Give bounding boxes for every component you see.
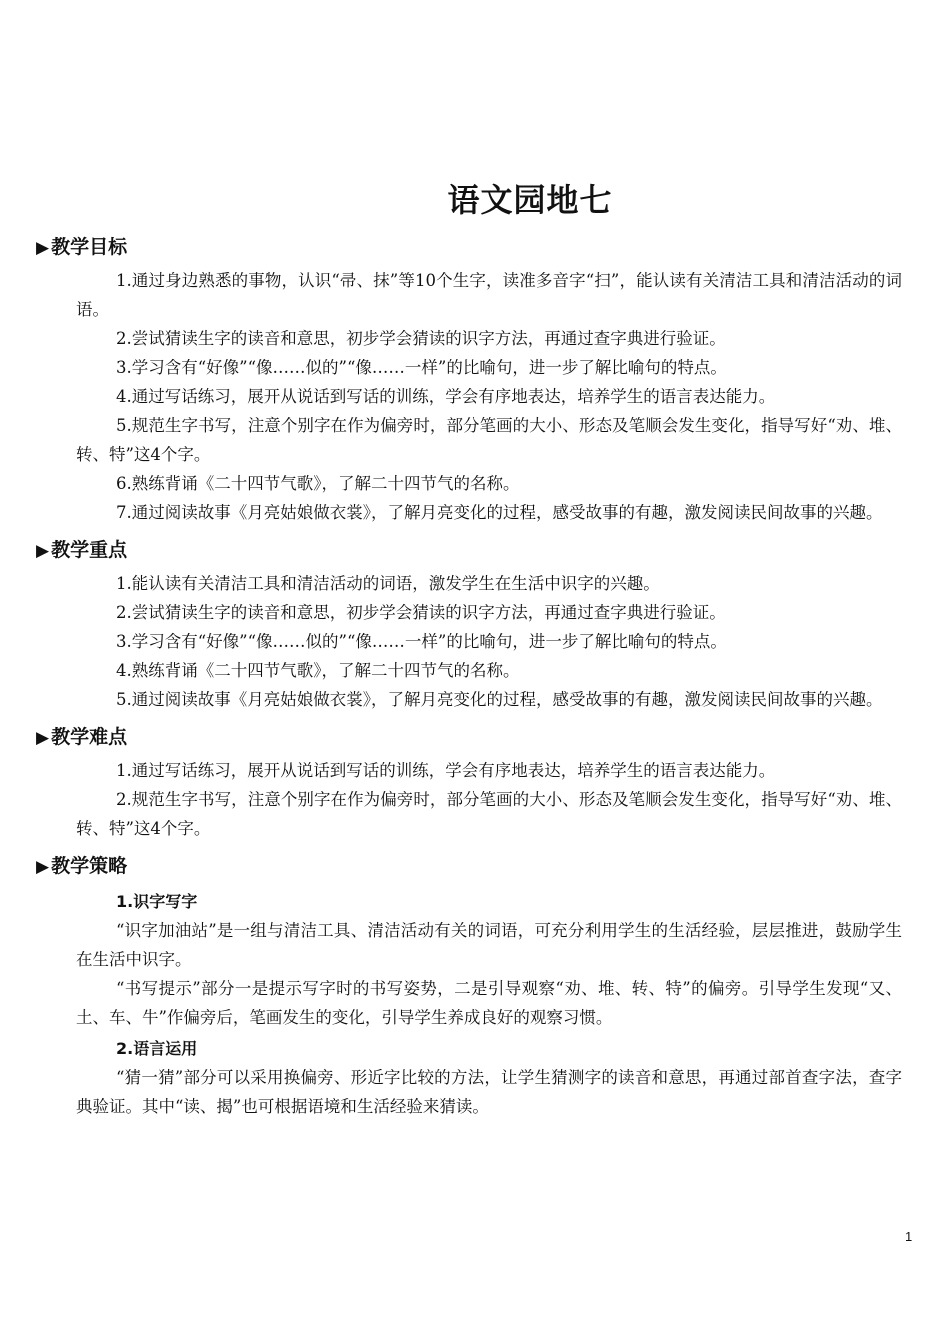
paragraph: 5.通过阅读故事《月亮姑娘做衣裳》，了解月亮变化的过程，感受故事的有趣，激发阅读民间故事的兴趣。 xyxy=(116,690,883,709)
section-heading-teaching-goals xyxy=(0,228,950,266)
paragraph: 3.学习含有“好像”“像……似的”“像……一样”的比喻句，进一步了解比喻句的特点。 xyxy=(116,632,727,651)
page-title: 语文园地七 xyxy=(447,181,613,219)
document-content xyxy=(0,228,950,1125)
section-heading-key-points xyxy=(0,531,950,569)
paragraph: 4.熟练背诵《二十四节气歌》，了解二十四节气的名称。 xyxy=(116,661,520,680)
paragraph: 1.能认读有关清洁工具和清洁活动的词语，激发学生在生活中识字的兴趣。 xyxy=(116,574,660,593)
section-heading-label: 教学策略 xyxy=(51,855,128,877)
paragraph: 2.规范生字书写，注意个别字在作为偏旁时，部分笔画的大小、形态及笔顺会发生变化，指导写好“劝、堆、转、特”这4个字。 xyxy=(76,790,902,838)
triangle-marker-icon: ▶ xyxy=(36,541,50,561)
paragraph: 4.通过写话练习，展开从说话到写话的训练，学会有序地表达，培养学生的语言表达能力。 xyxy=(116,387,776,406)
paragraph: 6.熟练背诵《二十四节气歌》，了解二十四节气的名称。 xyxy=(116,474,520,493)
section-heading-strategies xyxy=(0,847,950,885)
paragraph: 2.尝试猜读生字的读音和意思，初步学会猜读的识字方法，再通过查字典进行验证。 xyxy=(116,603,726,622)
paragraph: 7.通过阅读故事《月亮姑娘做衣裳》，了解月亮变化的过程，感受故事的有趣，激发阅读民间故事的兴趣。 xyxy=(116,503,883,522)
paragraph: 1.通过写话练习，展开从说话到写话的训练，学会有序地表达，培养学生的语言表达能力。 xyxy=(116,761,776,780)
section-difficulties xyxy=(0,756,950,843)
subsection-heading-literacy-writing: 1.识字写字 xyxy=(116,892,198,911)
section-heading-label: 教学目标 xyxy=(51,236,128,258)
page-number: 1 xyxy=(905,1229,913,1244)
section-strategies xyxy=(0,887,950,1121)
paragraph: “猜一猜”部分可以采用换偏旁、形近字比较的方法，让学生猜测字的读音和意思，再通过部首查字法，查字典验证。其中“读、揭”也可根据语境和生活经验来猜读。 xyxy=(76,1068,902,1116)
paragraph: 5.规范生字书写，注意个别字在作为偏旁时，部分笔画的大小、形态及笔顺会发生变化，指导写好“劝、堆、转、特”这4个字。 xyxy=(76,416,902,464)
section-heading-label: 教学重点 xyxy=(51,539,128,561)
paragraph: “书写提示”部分一是提示写字时的书写姿势，二是引导观察“劝、堆、转、特”的偏旁。引导学生发现“又、土、车、牛”作偏旁后，笔画发生的变化，引导学生养成良好的观察习惯。 xyxy=(76,979,902,1027)
section-key-points xyxy=(0,569,950,714)
subsection-heading-language-use: 2.语言运用 xyxy=(116,1039,198,1058)
section-teaching-goals xyxy=(0,266,950,527)
paragraph: 2.尝试猜读生字的读音和意思，初步学会猜读的识字方法，再通过查字典进行验证。 xyxy=(116,329,726,348)
triangle-marker-icon: ▶ xyxy=(36,238,50,258)
triangle-marker-icon: ▶ xyxy=(36,857,50,877)
paragraph: 1.通过身边熟悉的事物，认识“帚、抹”等10个生字，读准多音字“扫”，能认读有关清洁工具和清洁活动的词语。 xyxy=(76,271,902,319)
paragraph: 3.学习含有“好像”“像……似的”“像……一样”的比喻句，进一步了解比喻句的特点。 xyxy=(116,358,727,377)
section-heading-label: 教学难点 xyxy=(51,726,128,748)
section-heading-difficulties xyxy=(0,718,950,756)
triangle-marker-icon: ▶ xyxy=(36,728,50,748)
paragraph: “识字加油站”是一组与清洁工具、清洁活动有关的词语，可充分利用学生的生活经验，层层推进，鼓励学生在生活中识字。 xyxy=(76,921,902,969)
